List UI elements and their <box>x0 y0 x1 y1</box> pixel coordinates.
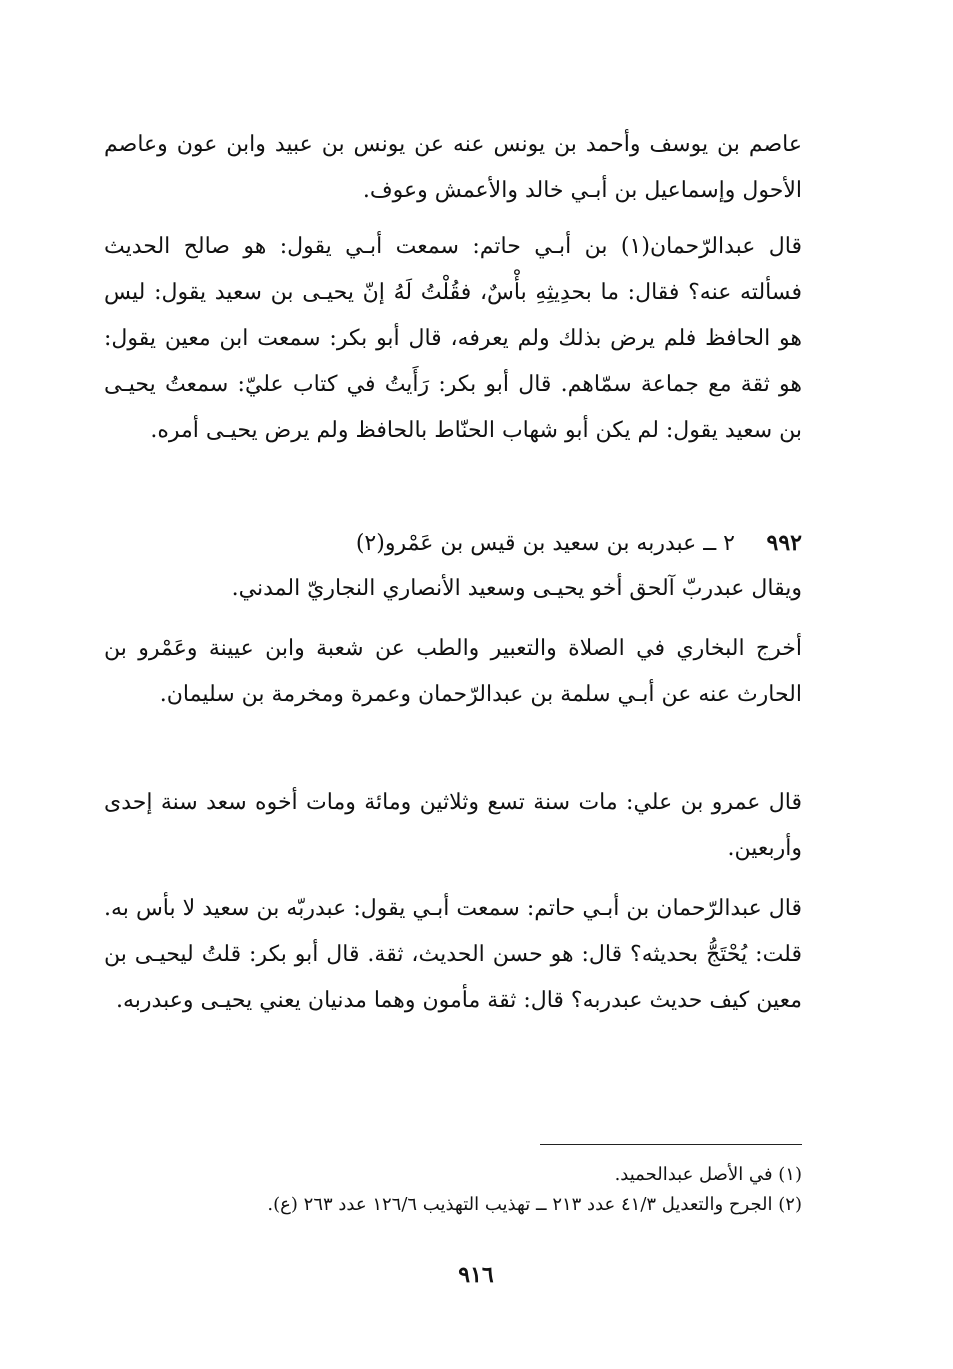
footnote-divider <box>540 1144 802 1145</box>
paragraph-death: قال عمرو بن علي: مات سنة تسع وثلاثين ومائة ومات أخوه سعد سنة إحدى وأربعين. <box>104 790 802 861</box>
biography-entry-header <box>104 520 802 567</box>
footnote-1: (١) في الأصل عبدالحميد. <box>614 1164 802 1185</box>
paragraph-also-called: ويقال عبدربّ آلحق أخو يحيـى وسعيد الأنصاري النجاريّ المدني. <box>231 576 802 601</box>
footnote-2: (٢) الجرح والتعديل ٤١/٣ عدد ٢١٣ ــ تهذيب التهذيب ١٢٦/٦ عدد ٢٦٣ (ع). <box>267 1194 802 1215</box>
paragraph-abi-hatim-second: قال عبدالرّحمان بن أبـي حاتم: سمعت أبـي يقول: عبدربّه بن سعيد لا بأس به. قلت: يُحْتَجُّ بحديثه؟ قال: هو حسن الحديث، ثقة. قال أبو بكر: قلتُ ليحيـى بن معين كيف حديث عبدربه؟ قال: ثقة مأمون وهما مدنيان يعني يحيـى وعبدربه. <box>104 896 802 1013</box>
footnotes <box>104 1160 802 1220</box>
page-number: ٩١٦ <box>458 1262 494 1288</box>
entry-number: ٩٩٢ <box>766 530 802 556</box>
paragraph-abi-hatim-first: قال عبدالرّحمان(١) بن أبـي حاتم: سمعت أبـي يقول: هو صالح الحديث فسألته عنه؟ فقال: ما بحدِيثِهِ بأْسٌ، فقُلْتُ لَهُ إنّ يحيـى بن سعيد يقول: ليس هو الحافظ فلم يرض بذلك ولم يعرفه، قال أبو بكر: سمعت ابن معين يقول: هو ثقة مع جماعة سمّاهم. قال أبو بكر: رَأَيتُ في كتاب عليّ: سمعتُ يحيـى بن سعيد يقول: لم يكن أبو شهاب الحنّاط بالحافظ ولم يرض يحيـى أمره. <box>104 234 802 443</box>
paragraph-intro: عاصم بن يوسف وأحمد بن يونس عنه عن يونس بن عبيد وابن عون وعاصم الأحول وإسماعيل بن أبـي خالد والأعمش وعوف. <box>104 132 802 203</box>
entry-heading: ٢ ــ عبدربه بن سعيد بن قيس بن عَمْرو(٢) <box>355 531 735 556</box>
paragraph-bukhari: أخرج البخاري في الصلاة والتعبير والطب عن شعبة وابن عيينة وعَمْرو بن الحارث عنه عن أبـي سلمة بن عبدالرّحمان وعمرة ومخرمة بن سليمان. <box>104 636 802 707</box>
